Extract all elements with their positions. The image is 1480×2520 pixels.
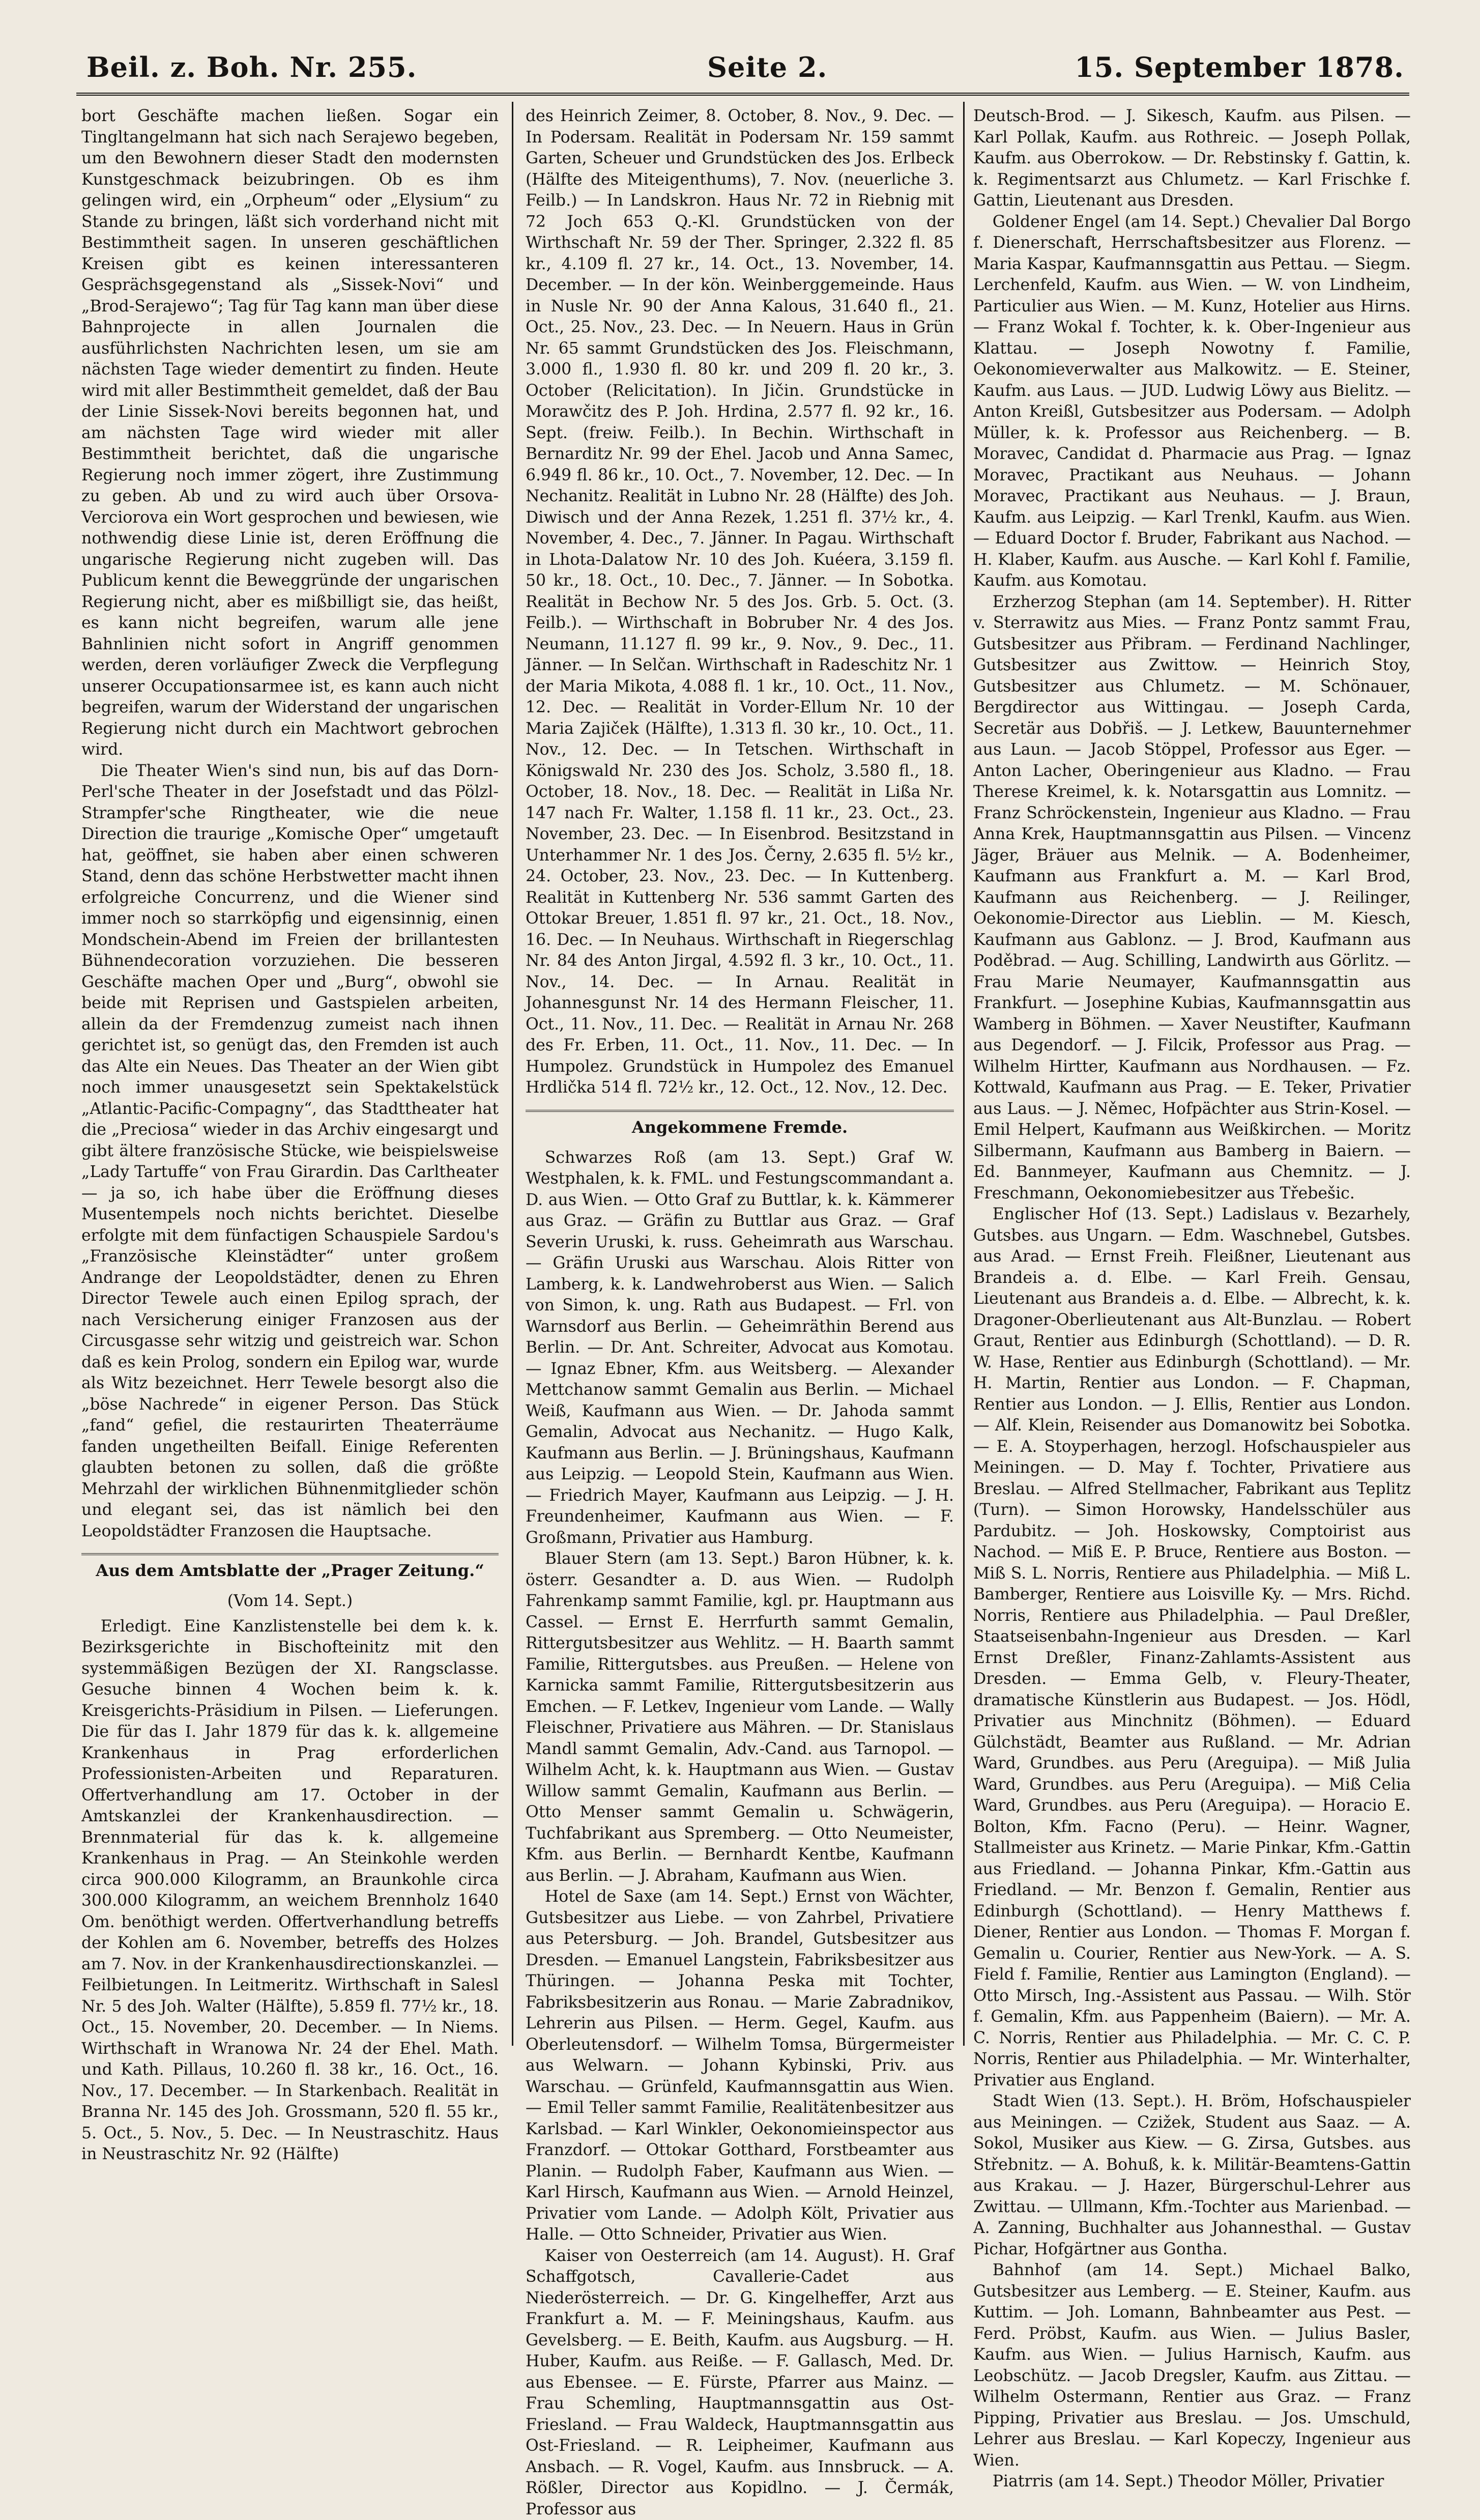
column-rule — [512, 102, 513, 2046]
notice-paragraph: des Heinrich Zeimer, 8. October, 8. Nov., 9. Dec. — In Podersam. Realität in Podersam Nr. 159 sammt Garten, Scheuer und Grundstücken des Jos. Erlbeck (Hälfte des Miteigenthums), 7. Nov. (neuerliche 3. Feilb.) — In Landskron. Haus Nr. 72 in Riebnig mit 72 Joch 653 Q.-Kl. Grundstücken von der Wirthschaft Nr. 59 der Ther. Springer, 2.322 fl. 85 kr., 4.109 fl. 27 kr., 14. Oct., 13. November, 14. December. — In der kön. Weinberggemeinde. Haus in Nusle Nr. 90 der Anna Kalous, 31.640 fl., 21. Oct., 25. Nov., 23. Dec. — In Neuern. Haus in Grün Nr. 65 sammt Grundstücken des Jos. Fleischmann, 3.000 fl., 1.930 fl. 80 kr. und 209 fl. 20 kr., 3. October (Relicitation). In Jičin. Grundstücke in Morawčitz des P. Joh. Hrdina, 2.577 fl. 92 kr., 16. Sept. (freiw. Feilb.). In Bechin. Wirthschaft in Bernarditz Nr. 99 der Ehel. Jacob und Anna Samec, 6.949 fl. 86 kr., 10. Oct., 7. November, 12. Dec. — In Nechanitz. Realität in Lubno Nr. 28 (Hälfte) des Joh. Diwisch und der Anna Rezek, 1.251 fl. 37½ kr., 4. November, 4. Dec., 7. Jänner. In Pagau. Wirthschaft in Lhota-Dalatow Nr. 10 des Joh. Kuéera, 3.159 fl. 50 kr., 18. Oct., 10. Dec., 7. Jänner. — In Sobotka. Realität in Bechow Nr. 5 des Jos. Grb. 5. Oct. (3. Feilb.). — Wirthschaft in Bobruber Nr. 4 des Jos. Neumann, 11.127 fl. 99 kr., 9. Nov., 9. Dec., 11. Jänner. — In Selčan. Wirthschaft in Radeschitz Nr. 1 der Maria Mikota, 4.088 fl. 1 kr., 10. Oct., 11. Nov., 12. Dec. — Realität in Vorder-Ellum Nr. 10 der Maria Zajiček (Hälfte), 1.313 fl. 30 kr., 10. Oct., 11. Nov., 12. Dec. — In Tetschen. Wirthschaft in Königswald Nr. 230 des Jos. Scholz, 3.580 fl., 18. October, 18. Nov., 18. Dec. — Realität in Lißa Nr. 147 nach Fr. Walter, 1.158 fl. 11 kr., 23. Oct., 23. November, 23. Dec. — In Eisenbrod. Besitzstand in Unterhammer Nr. 1 des Jos. Černy, 2.635 fl. 5½ kr., 24. October, 23. Nov., 23. Dec. — In Kuttenberg. Realität in Kuttenberg Nr. 536 sammt Garten des Ottokar Breuer, 1.851 fl. 97 kr., 21. Oct., 18. Nov., 16. Dec. — In Neuhaus. Wirthschaft in Riegerschlag Nr. 84 des Anton Jirgal, 4.592 fl. 3 kr., 10. Oct., 11. Nov., 14. Dec. — In Arnau. Realität in Johannesgunst Nr. 14 des Hermann Fleischer, 11. Oct., 11. Nov., 11. Dec. — Realität in Arnau Nr. 268 des Fr. Erben, 11. Oct., 11. Nov., 11. Dec. — In Humpolez. Grundstück in Humpolez des Emanuel Hrdlička 514 fl. 72½ kr., 12. Oct., 12. Nov., 12. Dec. — [526, 106, 954, 1099]
hotel-list-entry: Bahnhof (am 14. Sept.) Michael Balko, Gutsbesitzer aus Lemberg. — E. Steiner, Kaufm. aus Kuttim. — Joh. Lomann, Bahnbeamter aus Pest. — Ferd. Pröbst, Kaufm. aus Wien. — Julius Basler, Kaufm. aus Wien. — Julius Harnisch, Kaufm. aus Leobschütz. — Jacob Dregsler, Kaufm. aus Zittau. — Wilhelm Ostermann, Rentier aus Graz. — Franz Pipping, Privatier aus Breslau. — Jos. Umschuld, Lehrer aus Breslau. — Karl Kopeczy, Ingenieur aus Wien. — [973, 2260, 1411, 2471]
section-heading: Angekommene Fremde. — [526, 1110, 954, 1141]
hotel-list-entry: Stadt Wien (13. Sept.). H. Bröm, Hofschauspieler aus Meiningen. — Czižek, Student aus Saaz. — A. Sokol, Musiker aus Kiew. — G. Zirsa, Gutsbes. aus Střebnitz. — A. Bohuß, k. k. Militär-Beamtens-Gattin aus Krakau. — J. Hazer, Bürgerschul-Lehrer aus Zwittau. — Ullmann, Kfm.-Tochter aus Marienbad. — A. Zanning, Buchhalter aus Johannesthal. — Gustav Pichar, Hofgärtner aus Gontha. — [973, 2091, 1411, 2260]
column-rule — [963, 102, 965, 2046]
hotel-list-entry: Schwarzes Roß (am 13. Sept.) Graf W. Westphalen, k. k. FML. und Festungscommandant a. D. aus Wien. — Otto Graf zu Buttlar, k. k. Kämmerer aus Graz. — Gräfin zu Buttlar aus Graz. — Graf Severin Uruski, k. russ. Geheimrath aus Warschau. — Gräfin Uruski aus Warschau. Alois Ritter von Lamberg, k. k. Landwehroberst aus Wien. — Salich von Simon, k. ung. Rath aus Budapest. — Frl. von Warnsdorf aus Berlin. — Geheimräthin Berend aus Berlin. — Dr. Ant. Schreiter, Advocat aus Komotau. — Ignaz Ebner, Kfm. aus Weitsberg. — Alexander Mettchanow sammt Gemalin aus Berlin. — Michael Weiß, Kaufmann aus Wien. — Dr. Jahoda sammt Gemalin, Advocat aus Nechanitz. — Hugo Kalk, Kaufmann aus Berlin. — J. Brüningshaus, Kaufmann aus Leipzig. — Leopold Stein, Kaufmann aus Wien. — Friedrich Mayer, Kaufmann aus Leipzig. — J. H. Freundenheimer, Kaufmann aus Wien. — F. Großmann, Privatier aus Hamburg. — [526, 1148, 954, 1549]
hotel-list-entry: Kaiser von Oesterreich (am 14. August). H. Graf Schaffgotsch, Cavallerie-Cadet aus Niederösterreich. — Dr. G. Kingelheffer, Arzt aus Frankfurt a. M. — F. Meiningshaus, Kaufm. aus Gevelsberg. — E. Beith, Kaufm. aus Augsburg. — H. Huber, Kaufm. aus Reiße. — F. Gallasch, Med. Dr. aus Ebensee. — E. Fürste, Pfarrer aus Mainz. — Frau Schemling, Hauptmannsgattin aus Ost-Friesland. — Frau Waldeck, Hauptmannsgattin aus Ost-Friesland. — R. Leipheimer, Kaufmann aus Ansbach. — R. Vogel, Kaufm. aus Innsbruck. — A. Rößler, Director aus Kopidlno. — J. Čermák, Professor aus — [526, 2246, 954, 2520]
article-paragraph: Die Theater Wien's sind nun, bis auf das Dorn-Perl'sche Theater in der Josefstadt und das Pölzl-Strampfer'sche Ringtheater, wie die neue Direction die traurige „Komische Oper“ umgetauft hat, geöffnet, sie haben aber einen schweren Stand, denn das schöne Herbstwetter macht ihnen erfolgreiche Concurrenz, und die Wiener sind immer noch so starrköpfig und eigensinnig, einen Mondschein-Abend im Freien der brillantesten Bühnendecoration vorzuziehen. Die besseren Geschäfte machen Oper und „Burg“, obwohl sie beide mit Reprisen und Gastspielen arbeiten, allein da der Fremdenzug zumeist nach ihnen gerichtet ist, so genügt das, den Fremden ist auch das Alte ein Neues. Das Theater an der Wien gibt noch immer unausgesetzt sein Spektakelstück „Atlantic-Pacific-Compagny“, das Stadttheater hat die „Preciosa“ wieder in das Archiv eingesargt und gibt ältere französische Stücke, wie beispielsweise „Lady Tartuffe“ von Frau Girardin. Das Carltheater — ja so, ich habe über die Eröffnung dieses Musentempels noch nichts berichtet. Dieselbe erfolgte mit dem fünfactigen Schauspiele Sardou's „Französische Kleinstädter“ unter großem Andrange der Leopoldstädter, denen zu Ehren Director Tewele auch einen Epilog sprach, der nach Versicherung einiger Franzosen aus der Circusgasse sehr witzig und geistreich war. Schon daß es kein Prolog, sondern ein Epilog war, wurde als Witz bezeichnet. Herr Tewele besorgt also die „böse Nachrede“ in eigener Person. Das Stück „fand“ gefiel, die restaurirten Theaterräume fanden ungetheilten Beifall. Einige Referenten glaubten betonen zu sollen, daß die größte Mehrzahl der wirklichen Bühnenmitglieder schön und elegant sei, das ist nämlich bei den Leopoldstädter Franzosen die Hauptsache. — [81, 761, 499, 1542]
hotel-list-entry: Goldener Engel (am 14. Sept.) Chevalier Dal Borgo f. Dienerschaft, Herrschaftsbesitzer aus Florenz. — Maria Kaspar, Kaufmannsgattin aus Pettau. — Siegm. Lerchenfeld, Kaufm. aus Wien. — W. von Lindheim, Particulier aus Wien. — M. Kunz, Hotelier aus Hirns. — Franz Wokal f. Tochter, k. k. Ober-Ingenieur aus Klattau. — Joseph Nowotny f. Familie, Oekonomieverwalter aus Malkowitz. — E. Steiner, Kaufm. aus Laus. — JUD. Ludwig Löwy aus Bielitz. — Anton Kreißl, Gutsbesitzer aus Podersam. — Adolph Müller, k. k. Professor aus Reichenberg. — B. Moravec, Candidat d. Pharmacie aus Prag. — Ignaz Moravec, Practikant aus Neuhaus. — Johann Moravec, Practikant aus Neuhaus. — J. Braun, Kaufm. aus Leipzig. — Karl Trenkl, Kaufm. aus Wien. — Eduard Doctor f. Bruder, Fabrikant aus Nachod. — H. Klaber, Kaufm. aus Ausche. — Karl Kohl f. Familie, Kaufm. aus Komotau. — [973, 212, 1411, 592]
column-2 — [526, 106, 954, 2040]
issue-date: 15. September 1878. — [1075, 51, 1404, 83]
page-number: Seite 2. — [707, 51, 827, 83]
notice-paragraph: Erledigt. Eine Kanzlistenstelle bei dem k. k. Bezirksgerichte in Bischofteinitz mit den systemmäßigen Bezügen der XI. Rangsclasse. Gesuche binnen 4 Wochen beim k. k. Kreisgerichts-Präsidium in Pilsen. — Lieferungen. Die für das I. Jahr 1879 für das k. k. allgemeine Krankenhaus in Prag erforderlichen Professionisten-Arbeiten und Reparaturen. Offertverhandlung am 17. October in der Amtskanzlei der Krankenhausdirection. — Brennmaterial für das k. k. allgemeine Krankenhaus in Prag. — An Steinkohle werden circa 900.000 Kilogramm, an Braunkohle circa 300.000 Kilogramm, an weichem Brennholz 1640 Om. benöthigt werden. Offertverhandlung betreffs der Kohlen am 6. November, betreffs des Holzes am 7. Nov. in der Krankenhausdirectionskanzlei. — Feilbietungen. In Leitmeritz. Wirthschaft in Salesl Nr. 5 des Joh. Walter (Hälfte), 5.859 fl. 77½ kr., 18. Oct., 15. November, 20. December. — In Niems. Wirthschaft in Wranowa Nr. 24 der Ehel. Math. und Kath. Pillaus, 10.260 fl. 38 kr., 16. Oct., 16. Nov., 17. December. — In Starkenbach. Realität in Branna Nr. 145 des Joh. Grossmann, 520 fl. 55 kr., 5. Oct., 5. Nov., 5. Dec. — In Neustraschitz. Haus in Neustraschitz Nr. 92 (Hälfte) — [81, 1616, 499, 2165]
hotel-list-entry: Hotel de Saxe (am 14. Sept.) Ernst von Wächter, Gutsbesitzer aus Liebe. — von Zahrbel, Privatiere aus Petersburg. — Joh. Brandel, Gutsbesitzer aus Dresden. — Emanuel Langstein, Fabriksbesitzer aus Thüringen. — Johanna Peska mit Tochter, Fabriksbesitzerin aus Ronau. — Marie Zabradnikov, Lehrerin aus Pilsen. — Herm. Gegel, Kaufm. aus Oberleutensdorf. — Wilhelm Tomsa, Bürgermeister aus Welwarn. — Johann Kybinski, Priv. aus Warschau. — Grünfeld, Kaufmannsgattin aus Wien. — Emil Teller sammt Familie, Realitätenbesitzer aus Karlsbad. — Karl Winkler, Oekonomieinspector aus Franzdorf. — Ottokar Gotthard, Forstbeamter aus Planin. — Rudolph Faber, Kaufmann aus Wien. — Karl Hirsch, Kaufmann aus Wien. — Arnold Heinzel, Privatier vom Lande. — Adolph Költ, Privatier aus Halle. — Otto Schneider, Privatier aus Wien. — [526, 1886, 954, 2246]
hotel-list-entry: Piatrris (am 14. Sept.) Theodor Möller, Privatier — [973, 2471, 1411, 2493]
hotel-list-entry: Erzherzog Stephan (am 14. September). H. Ritter v. Sterrawitz aus Mies. — Franz Pontz sammt Frau, Gutsbesitzer aus Přibram. — Ferdinand Nachlinger, Gutsbesitzer aus Zwittow. — Heinrich Stoy, Gutsbesitzer aus Chlumetz. — M. Schönauer, Bergdirector aus Wittingau. — Joseph Carda, Secretär aus Dobřiš. — J. Letkew, Bauunternehmer aus Laun. — Jacob Stöppel, Professor aus Eger. — Anton Lacher, Oberingenieur aus Kladno. — Frau Therese Kreimel, k. k. Notarsgattin aus Lomnitz. — Franz Schröckenstein, Ingenieur aus Kladno. — Frau Anna Krek, Hauptmannsgattin aus Pilsen. — Vincenz Jäger, Bräuer aus Melnik. — A. Bodenheimer, Kaufmann aus Frankfurt a. M. — Karl Brod, Kaufmann aus Reichenberg. — J. Reilinger, Oekonomie-Director aus Lieblin. — M. Kiesch, Kaufmann aus Gablonz. — J. Brod, Kaufmann aus Poděbrad. — Aug. Schilling, Landwirth aus Görlitz. — Frau Marie Neumayer, Kaufmannsgattin aus Frankfurt. — Josephine Kubias, Kaufmannsgattin aus Wamberg in Böhmen. — Xaver Neustifter, Kaufmann aus Degendorf. — J. Filcik, Professor aus Prag. — Wilhelm Hirtter, Kaufmann aus Nordhausen. — Fz. Kottwald, Kaufmann aus Prag. — E. Teker, Privatier aus Laus. — J. Němec, Hofpächter aus Strin-Kosel. — Emil Helpert, Kaufmann aus Weißkirchen. — Moritz Silbermann, Kaufmann aus Bamberg in Baiern. — Ed. Bannmeyer, Kaufmann aus Chemnitz. — J. Freschmann, Oekonomiebesitzer aus Třebešic. — [973, 592, 1411, 1205]
article-paragraph: bort Geschäfte machen ließen. Sogar ein Tingltangelmann hat sich nach Serajewo begeben, um den Bewohnern dieser Stadt den modernsten Kunstgeschmack beizubringen. Ob es ihm gelingen wird, ein „Orpheum“ oder „Elysium“ zu Stande zu bringen, läßt sich vorderhand nicht mit Bestimmtheit sagen. In unseren geschäftlichen Kreisen gibt es keinen interessanteren Gesprächsgegenstand als „Sissek-Novi“ und „Brod-Serajewo“; Tag für Tag kann man über diese Bahnprojecte in allen Journalen die ausführlichsten Nachrichten lesen, um sie am nächsten Tage wieder dementirt zu finden. Heute wird mit aller Bestimmtheit gemeldet, daß der Bau der Linie Sissek-Novi bereits begonnen hat, und am nächsten Tage wird wieder mit aller Bestimmtheit berichtet, daß die ungarische Regierung noch immer zögert, ihre Zustimmung zu geben. Ab und zu wird auch über Orsova-Verciorova ein Wort gesprochen und bewiesen, wie nothwendig diese Linie ist, deren Eröffnung die ungarische Regierung nicht zugeben will. Das Publicum kennt die Beweggründe der ungarischen Regierung nicht, aber es mißbilligt sie, das heißt, es kann nicht begreifen, warum alle jene Bahnlinien nicht sofort in Angriff genommen werden, deren vorläufiger Zweck die Verpflegung unserer Occupationsarmee ist, es kann auch nicht begreifen, warum der Widerstand der ungarischen Regierung nicht durch ein Machtwort gebrochen wird. — [81, 106, 499, 761]
supplement-number: Beil. z. Boh. Nr. 255. — [86, 51, 417, 83]
column-1 — [81, 106, 499, 2040]
section-subheading: (Vom 14. Sept.) — [81, 1591, 499, 1612]
hotel-list-entry: Blauer Stern (am 13. Sept.) Baron Hübner, k. k. österr. Gesandter a. D. aus Wien. — Rudolph Fahrenkamp sammt Familie, kgl. pr. Hauptmann aus Cassel. — Ernst E. Herrfurth sammt Gemalin, Rittergutsbesitzer aus Wehlitz. — H. Baarth sammt Familie, Rittergutsbes. aus Preußen. — Helene von Karnicka sammt Familie, Rittergutsbesitzerin aus Emchen. — F. Letkev, Ingenieur vom Lande. — Wally Fleischner, Privatiere aus Mähren. — Dr. Stanislaus Mandl sammt Gemalin, Adv.-Cand. aus Tarnopol. — Wilhelm Acht, k. k. Hauptmann aus Wien. — Gustav Willow sammt Gemalin, Kaufmann aus Berlin. — Otto Menser sammt Gemalin u. Schwägerin, Tuchfabrikant aus Spremberg. — Otto Neumeister, Kfm. aus Berlin. — Bernhardt Kentbe, Kaufmann aus Berlin. — J. Abraham, Kaufmann aus Wien. — [526, 1549, 954, 1886]
hotel-list-entry: Englischer Hof (13. Sept.) Ladislaus v. Bezarhely, Gutsbes. aus Ungarn. — Edm. Waschnebel, Gutsbes. aus Arad. — Ernst Freih. Fleißner, Lieutenant aus Brandeis a. d. Elbe. — Karl Freih. Gensau, Lieutenant aus Brandeis a. d. Elbe. — Albrecht, k. k. Dragoner-Oberlieutenant aus Alt-Bunzlau. — Robert Graut, Rentier aus Edinburgh (Schottland). — D. R. W. Hase, Rentier aus Edinburgh (Schottland). — Mr. H. Martin, Rentier aus London. — F. Chapman, Rentier aus London. — J. Ellis, Rentier aus London. — Alf. Klein, Reisender aus Domanowitz bei Sobotka. — E. A. Stoyperhagen, herzogl. Hofschauspieler aus Meiningen. — D. May f. Tochter, Privatiere aus Breslau. — Alfred Stellmacher, Fabrikant aus Teplitz (Turn). — Simon Horowsky, Handelsschüler aus Pardubitz. — Joh. Hoskowsky, Comptoirist aus Nachod. — Miß E. P. Bruce, Rentiere aus Boston. — Miß S. L. Norris, Rentiere aus Philadelphia. — Miß L. Bamberger, Rentiere aus Loisville Ky. — Mrs. Richd. Norris, Rentiere aus Philadelphia. — Paul Dreßler, Staatseisenbahn-Ingenieur aus Dresden. — Karl Ernst Dreßler, Finanz-Zahlamts-Assistent aus Dresden. — Emma Gelb, v. Fleury-Theater, dramatische Künstlerin aus Budapest. — Jos. Hödl, Privatier aus Minchnitz (Böhmen). — Eduard Gülchstädt, Beamter aus Rußland. — Mr. Adrian Ward, Grundbes. aus Peru (Areguipa). — Miß Julia Ward, Grundbes. aus Peru (Areguipa). — Miß Celia Ward, Grundbes. aus Peru (Areguipa). — Horacio E. Bolton, Kfm. Facno (Peru). — Heinr. Wagner, Stallmeister aus Krinetz. — Marie Pinkar, Kfm.-Gattin aus Friedland. — Johanna Pinkar, Kfm.-Gattin aus Friedland. — Mr. Benzon f. Gemalin, Rentier aus Edinburgh (Schottland). — Henry Matthews f. Diener, Rentier aus London. — Thomas F. Morgan f. Gemalin u. Courier, Rentier aus New-York. — A. S. Field f. Familie, Rentier aus Lamington (England). — Otto Mirsch, Ing.-Assistent aus Passau. — Wilh. Stör f. Gemalin, Kfm. aus Pappenheim (Baiern). — Mr. A. C. Norris, Rentier aus Philadelphia. — Mr. C. C. P. Norris, Rentier aus Philadelphia. — Mr. Winterhalter, Privatier aus England. — [973, 1204, 1411, 2091]
column-3 — [973, 106, 1411, 2040]
hotel-list-entry: Deutsch-Brod. — J. Sikesch, Kaufm. aus Pilsen. — Karl Pollak, Kaufm. aus Rothreic. — Joseph Pollak, Kaufm. aus Oberrokow. — Dr. Rebstinsky f. Gattin, k. k. Regimentsarzt aus Chlumetz. — Karl Frischke f. Gattin, Lieutenant aus Dresden. — [973, 106, 1411, 212]
section-heading: Aus dem Amtsblatte der „Prager Zeitung.“ — [81, 1553, 499, 1585]
page-header — [76, 47, 1409, 96]
